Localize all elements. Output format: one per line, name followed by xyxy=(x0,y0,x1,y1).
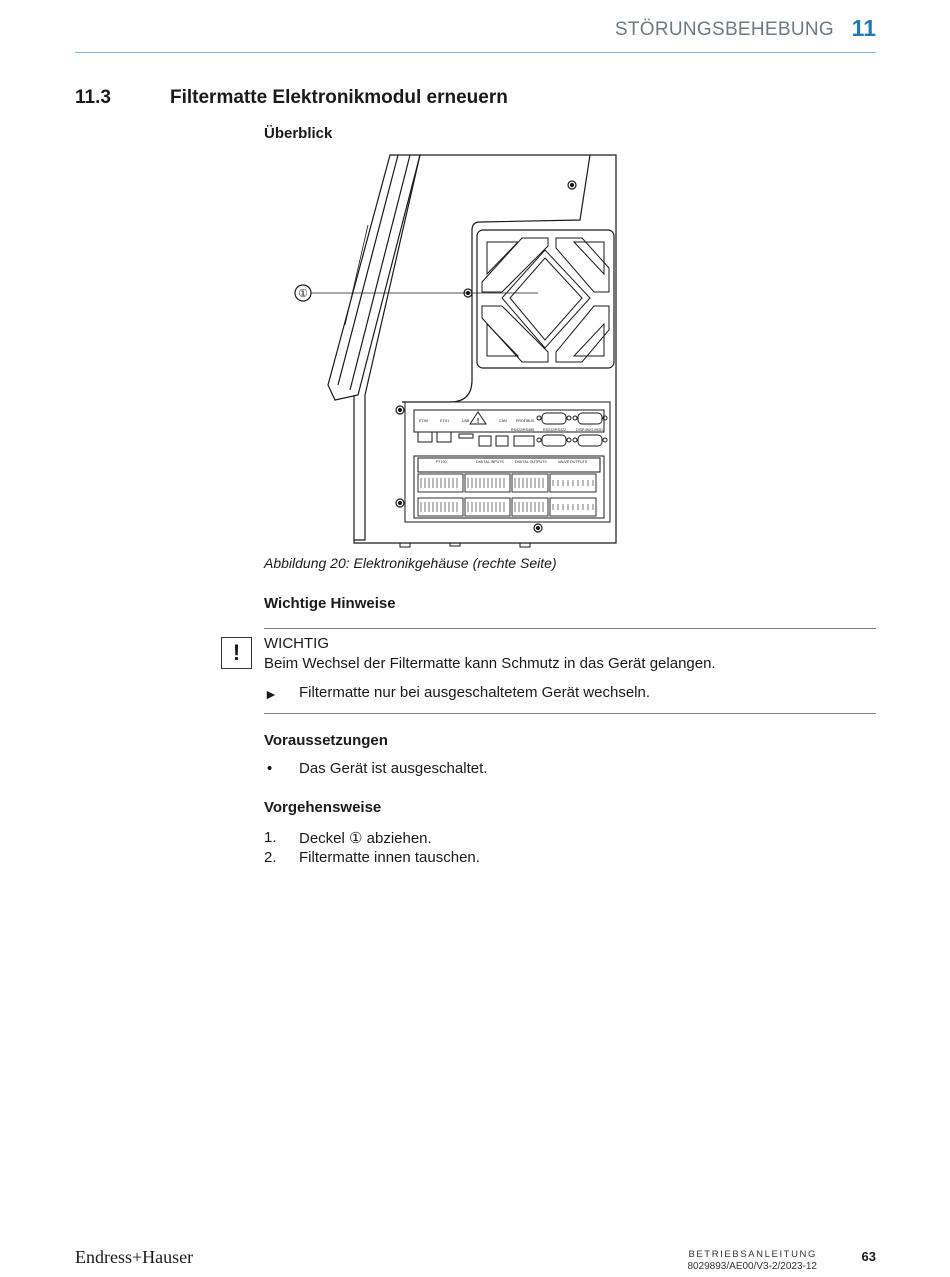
action-arrow-icon: ► xyxy=(264,686,278,702)
section-title: Filtermatte Elektronikmodul erneuern xyxy=(170,87,508,108)
header-divider xyxy=(75,52,876,53)
label-eth0: ETH0 xyxy=(419,419,429,423)
label-digital-inputs: DIGITAL INPUTS xyxy=(476,460,504,464)
label-pt100: PT100 xyxy=(436,460,447,464)
label-usb: USB xyxy=(462,419,470,423)
chapter-number: 11 xyxy=(851,15,876,41)
label-can: CAN xyxy=(499,419,507,423)
chapter-title: STÖRUNGSBEHEBUNG xyxy=(614,19,834,40)
label-eth1: ETH1 xyxy=(440,419,450,423)
prerequisites-heading: Voraussetzungen xyxy=(264,732,388,749)
prerequisite-item: Das Gerät ist ausgeschaltet. xyxy=(299,760,488,777)
notice-bottom-rule xyxy=(264,713,876,714)
label-digital-outputs: DIGITAL OUTPUTS xyxy=(515,460,547,464)
label-disp-io-mod: DISP./IN/O-MOD. xyxy=(576,428,604,432)
overview-heading: Überblick xyxy=(264,125,333,142)
bullet-icon: • xyxy=(267,760,273,777)
label-valve-outputs: VALVE OUTPUTS xyxy=(558,460,588,464)
procedure-heading: Vorgehensweise xyxy=(264,799,382,816)
section-number: 11.3 xyxy=(75,87,111,108)
warning-icon: ! xyxy=(221,637,252,669)
document-code: 8029893/AE00/V3-2/2023-12 xyxy=(687,1261,817,1272)
label-profibus: PROFIBUS xyxy=(516,419,535,423)
notice-text: Beim Wechsel der Filtermatte kann Schmutz in das Gerät gelangen. xyxy=(264,655,716,672)
step-text: Deckel ① abziehen. xyxy=(299,830,432,847)
document-type: BETRIEBSANLEITUNG xyxy=(688,1249,817,1260)
svg-text:!: ! xyxy=(476,418,480,425)
step-text: Filtermatte innen tauschen. xyxy=(299,849,480,866)
figure-caption: Abbildung 20: Elektronikgehäuse (rechte Seite) xyxy=(264,555,557,571)
notice-action: Filtermatte nur bei ausgeschaltetem Gerät wechseln. xyxy=(299,684,650,701)
notes-heading: Wichtige Hinweise xyxy=(264,595,396,612)
step-number: 1. xyxy=(264,829,277,846)
notice-top-rule xyxy=(264,628,876,629)
page-number: 63 xyxy=(861,1249,876,1264)
figure-electronics-housing xyxy=(290,150,620,550)
electronics-housing-drawing xyxy=(290,150,620,550)
step-number: 2. xyxy=(264,849,277,866)
label-rs232-rs422: RS232/RS422 xyxy=(543,428,566,432)
label-rs422-rs485: RS422/RS485 xyxy=(511,428,534,432)
brand-logo: Endress+Hauser xyxy=(75,1247,194,1267)
figure-callout: ① xyxy=(298,288,308,300)
notice-label: WICHTIG xyxy=(264,635,329,652)
